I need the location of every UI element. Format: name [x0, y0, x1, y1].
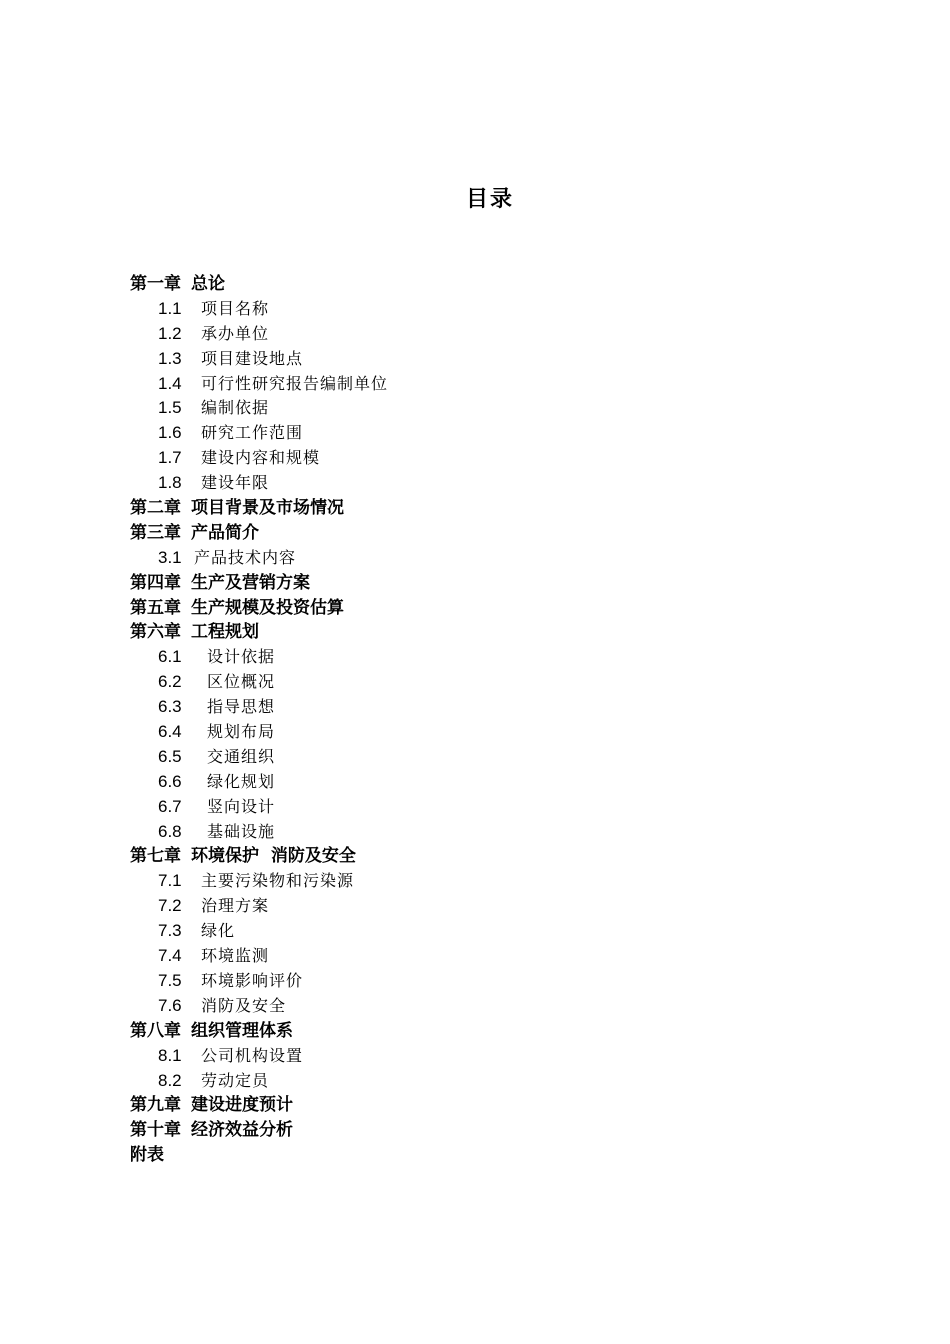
section-title: 建设内容和规模 [201, 448, 321, 468]
toc-section-entry[interactable] [130, 396, 388, 421]
toc-section-entry[interactable] [130, 720, 388, 745]
toc-section-entry[interactable] [130, 1044, 388, 1069]
section-title: 产品技术内容 [194, 547, 297, 567]
section-number: 6.8 [158, 821, 182, 841]
toc-section-entry[interactable] [130, 322, 388, 347]
toc-title: 目录 [465, 187, 514, 212]
toc-section-entry[interactable] [130, 471, 388, 496]
chapter-label: 第四章 [130, 572, 181, 593]
section-title: 劳动定员 [201, 1070, 270, 1090]
chapter-label: 第三章 [130, 522, 181, 543]
chapter-title: 产品简介 [191, 522, 259, 543]
toc-section-entry[interactable] [130, 546, 388, 571]
chapter-label: 第一章 [130, 274, 181, 294]
section-title: 规划布局 [207, 722, 276, 742]
toc-chapter-entry[interactable] [130, 1143, 388, 1168]
section-number: 1.4 [158, 373, 182, 393]
section-title: 治理方案 [201, 896, 270, 916]
toc-section-entry[interactable] [130, 372, 388, 397]
section-title: 可行性研究报告编制单位 [201, 373, 389, 393]
toc-section-entry[interactable] [130, 795, 388, 820]
section-title: 绿化规划 [207, 771, 276, 791]
section-title: 环境监测 [201, 946, 270, 966]
chapter-title: 工程规划 [191, 622, 259, 643]
chapter-title: 组织管理体系 [191, 1020, 293, 1041]
section-title: 消防及安全 [201, 995, 287, 1015]
toc-section-entry[interactable] [130, 1069, 388, 1094]
chapter-label: 第二章 [130, 498, 181, 519]
toc-section-entry[interactable] [130, 421, 388, 446]
section-number: 6.4 [158, 722, 182, 742]
section-title: 区位概况 [207, 672, 276, 692]
section-title: 项目名称 [201, 298, 270, 318]
section-number: 1.1 [158, 298, 182, 318]
section-number: 8.2 [158, 1070, 182, 1090]
toc-chapter-entry[interactable] [130, 571, 388, 596]
toc-section-entry[interactable] [130, 645, 388, 670]
section-number: 1.3 [158, 348, 182, 368]
section-title: 设计依据 [207, 647, 276, 667]
section-title: 竖向设计 [207, 796, 276, 816]
toc-section-entry[interactable] [130, 770, 388, 795]
toc-chapter-entry[interactable] [130, 844, 388, 869]
section-number: 1.8 [158, 473, 182, 493]
chapter-title: 总论 [191, 274, 225, 294]
toc-section-entry[interactable] [130, 944, 388, 969]
section-number: 8.1 [158, 1045, 182, 1065]
table-of-contents [130, 272, 388, 1168]
section-number: 6.2 [158, 672, 182, 692]
toc-section-entry[interactable] [130, 919, 388, 944]
section-number: 7.3 [158, 921, 182, 941]
chapter-title: 经济效益分析 [191, 1120, 293, 1141]
section-title: 承办单位 [201, 323, 270, 343]
toc-section-entry[interactable] [130, 820, 388, 845]
toc-chapter-entry[interactable] [130, 596, 388, 621]
chapter-title: 生产及营销方案 [191, 572, 310, 593]
section-title: 编制依据 [201, 398, 270, 418]
section-title: 环境影响评价 [201, 970, 304, 990]
section-number: 6.6 [158, 771, 182, 791]
toc-chapter-entry[interactable] [130, 620, 388, 645]
toc-chapter-entry[interactable] [130, 272, 388, 297]
section-number: 7.6 [158, 995, 182, 1015]
section-number: 7.5 [158, 970, 182, 990]
toc-section-entry[interactable] [130, 894, 388, 919]
chapter-label: 第六章 [130, 622, 181, 643]
toc-section-entry[interactable] [130, 969, 388, 994]
chapter-label: 第九章 [130, 1095, 181, 1116]
toc-chapter-entry[interactable] [130, 521, 388, 546]
section-title: 公司机构设置 [201, 1045, 304, 1065]
chapter-title: 建设进度预计 [191, 1095, 293, 1116]
chapter-title: 项目背景及市场情况 [191, 498, 344, 519]
chapter-label: 第十章 [130, 1120, 181, 1141]
section-title: 研究工作范围 [201, 423, 304, 443]
section-number: 1.5 [158, 398, 182, 418]
chapter-title: 生产规模及投资估算 [191, 597, 344, 618]
section-number: 1.7 [158, 448, 182, 468]
section-title: 建设年限 [201, 473, 270, 493]
chapter-label: 第五章 [130, 597, 181, 618]
chapter-label: 附表 [130, 1145, 164, 1166]
toc-chapter-entry[interactable] [130, 1019, 388, 1044]
toc-section-entry[interactable] [130, 994, 388, 1019]
toc-section-entry[interactable] [130, 695, 388, 720]
section-number: 7.2 [158, 896, 182, 916]
toc-chapter-entry[interactable] [130, 1118, 388, 1143]
section-number: 1.6 [158, 423, 182, 443]
section-number: 6.7 [158, 796, 182, 816]
section-title: 基础设施 [207, 821, 276, 841]
chapter-title: 环境保护 消防及安全 [191, 846, 356, 867]
section-number: 6.3 [158, 697, 182, 717]
toc-section-entry[interactable] [130, 446, 388, 471]
section-title: 指导思想 [207, 697, 276, 717]
section-number: 7.1 [158, 871, 182, 891]
toc-section-entry[interactable] [130, 297, 388, 322]
toc-chapter-entry[interactable] [130, 496, 388, 521]
toc-section-entry[interactable] [130, 670, 388, 695]
section-number: 7.4 [158, 946, 182, 966]
section-title: 主要污染物和污染源 [201, 871, 355, 891]
chapter-label: 第八章 [130, 1020, 181, 1041]
toc-section-entry[interactable] [130, 745, 388, 770]
toc-section-entry[interactable] [130, 869, 388, 894]
section-title: 交通组织 [207, 746, 276, 766]
toc-section-entry[interactable] [130, 347, 388, 372]
section-number: 3.1 [158, 547, 182, 567]
section-title: 绿化 [201, 921, 236, 941]
section-number: 6.1 [158, 647, 182, 667]
section-number: 6.5 [158, 746, 182, 766]
toc-chapter-entry[interactable] [130, 1093, 388, 1118]
section-number: 1.2 [158, 323, 182, 343]
chapter-label: 第七章 [130, 846, 181, 867]
section-title: 项目建设地点 [201, 348, 304, 368]
